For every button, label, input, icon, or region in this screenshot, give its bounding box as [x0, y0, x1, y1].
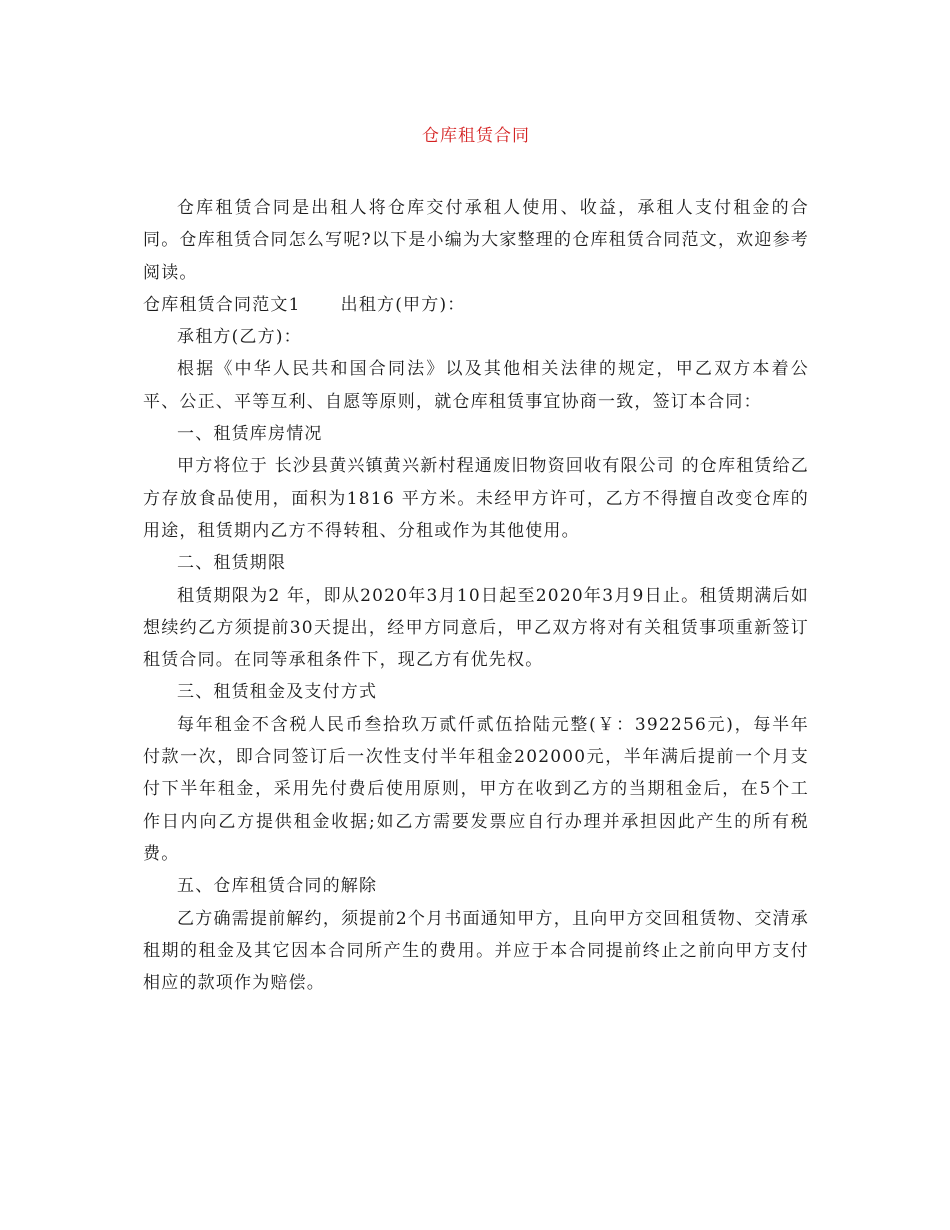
section-paragraph-5: 乙方确需提前解约，须提前2个月书面通知甲方，且向甲方交回租赁物、交清承租期的租金及其它因本合同所产生的费用。并应于本合同提前终止之前向甲方支付相应的款项作为赔偿。 [143, 908, 809, 994]
sample-line [143, 289, 809, 321]
document-body [143, 192, 809, 999]
section-paragraph-1: 甲方将位于 长沙县黄兴镇黄兴新村程通废旧物资回收有限公司 的仓库租赁给乙方存放食品使用，面积为1816 平方米。未经甲方许可，乙方不得擅自改变仓库的用途，租赁期内乙方不得转租、分租或作为其他使用。 [143, 456, 810, 541]
sample-label: 仓库租赁合同范文1 [143, 294, 301, 315]
lessor-label: 出租方(甲方)： [340, 294, 466, 315]
section-paragraph-2: 租赁期限为2 年，即从2020年3月10日起至2020年3月9日止。租赁期满后如想续约乙方须提前30天提出，经甲方同意后，甲乙双方将对有关租赁事项重新签订租赁合同。在同等承租条件下，现乙方有优先权。 [143, 585, 809, 671]
section-heading-1: 一、租赁库房情况 [177, 424, 323, 445]
section-paragraph-3: 每年租金不含税人民币叁拾玖万贰仟贰伍拾陆元整(￥：392256元)，每半年付款一次，即合同签订后一次性支付半年租金202000元，半年满后提前一个月支付下半年租金，采用先付费后使用原则，甲方在收到乙方的当期租金后，在5个工作日内向乙方提供租金收据;如乙方需要发票应自行办理并承担因此产生的所有税费。 [143, 714, 809, 864]
intro-paragraph: 仓库租赁合同是出租人将仓库交付承租人使用、收益，承租人支付租金的合同。仓库租赁合同怎么写呢?以下是小编为大家整理的仓库租赁合同范文，欢迎参考阅读。 [143, 198, 809, 283]
basis-paragraph: 根据《中华人民共和国合同法》以及其他相关法律的规定，甲乙双方本着公平、公正、平等互利、自愿等原则，就仓库租赁事宜协商一致，签订本合同： [143, 359, 809, 412]
section-heading-5: 五、仓库租赁合同的解除 [177, 876, 378, 897]
lessee-label: 承租方(乙方)： [177, 327, 302, 348]
section-heading-2: 二、租赁期限 [177, 553, 287, 574]
document-title: 仓库租赁合同 [422, 126, 530, 146]
section-heading-3: 三、租赁租金及支付方式 [177, 682, 378, 703]
